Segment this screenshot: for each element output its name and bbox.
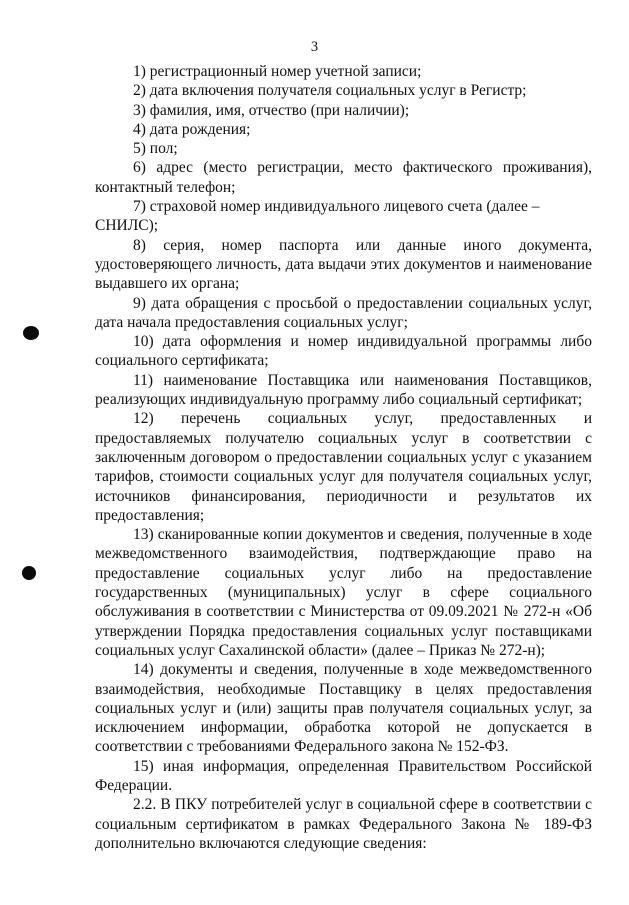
punch-hole-mark: [22, 566, 36, 580]
list-item: 3) фамилия, имя, отчество (при наличии);: [133, 101, 410, 119]
list-item: 8) серия, номер паспорта или данные иного документа, удостоверяющего личность, дата выдачи этих документов и наименование выдавшего их органа;: [95, 236, 592, 293]
list-item: 1) регистрационный номер учетной записи;: [133, 63, 422, 80]
list-item: 15) иная информация, определенная Правительством Российской Федерации.: [95, 757, 592, 794]
list-item: 9) дата обращения с просьбой о предоставлении социальных услуг, дата начала предоставления социальных услуг;: [95, 294, 592, 331]
list-item: 6) адрес (место регистрации, место фактического проживания), контактный телефон;: [95, 159, 592, 196]
section-paragraph: 2.2. В ПКУ потребителей услуг в социальной сфере в соответствии с социальным сертификатом в рамках Федерального Закона № 189-ФЗ дополнительно включаются следующие сведения:: [95, 796, 592, 852]
document-body: [95, 62, 592, 853]
list-item: 12) перечень социальных услуг, предоставленных и предоставляемых получателю социальных услуг в соответствии с заключенным договором о предоставлении социальных услуг с указанием тарифов, стоимости социальных услуг для получателя социальных услуг, источников финансирования, периодичности и результатов их предоставления;: [95, 410, 592, 524]
list-item: 7) страховой номер индивидуального лицевого счета (далее – СНИЛС);: [95, 198, 540, 235]
list-item: 2) дата включения получателя социальных услуг в Регистр;: [133, 82, 527, 100]
page-number: 3: [310, 39, 319, 55]
list-item: 13) сканированные копии документов и сведения, полученные в ходе межведомственного взаимодействия, подтверждающие право на предоставление социальных услуг либо на предоставление государственных (муниципальных) услуг в сфере социального обслуживания в соответствии с Министерства от 09.09.2021 № 272-н «Об утверждении Порядка предоставления социальных услуг поставщиками социальных услуг Сахалинской области» (далее – Приказ № 272-н);: [95, 526, 592, 659]
list-item: 5) пол;: [133, 140, 178, 158]
list-item: 10) дата оформления и номер индивидуальной программы либо социального сертификата;: [95, 333, 592, 370]
list-item: 11) наименование Поставщика или наименования Поставщиков, реализующих индивидуальную программу либо социальный сертификат;: [95, 371, 592, 409]
list-item: 14) документы и сведения, полученные в ходе межведомственного взаимодействия, необходимые Поставщику в целях предоставления социальных услуг и (или) защиты прав получателя социальных услуг, за исключением информации, обработка которой не допускается в соответствии с требованиями Федерального закона № 152-ФЗ.: [95, 661, 592, 756]
list-item: 4) дата рождения;: [133, 120, 251, 138]
punch-hole-mark: [23, 326, 39, 340]
